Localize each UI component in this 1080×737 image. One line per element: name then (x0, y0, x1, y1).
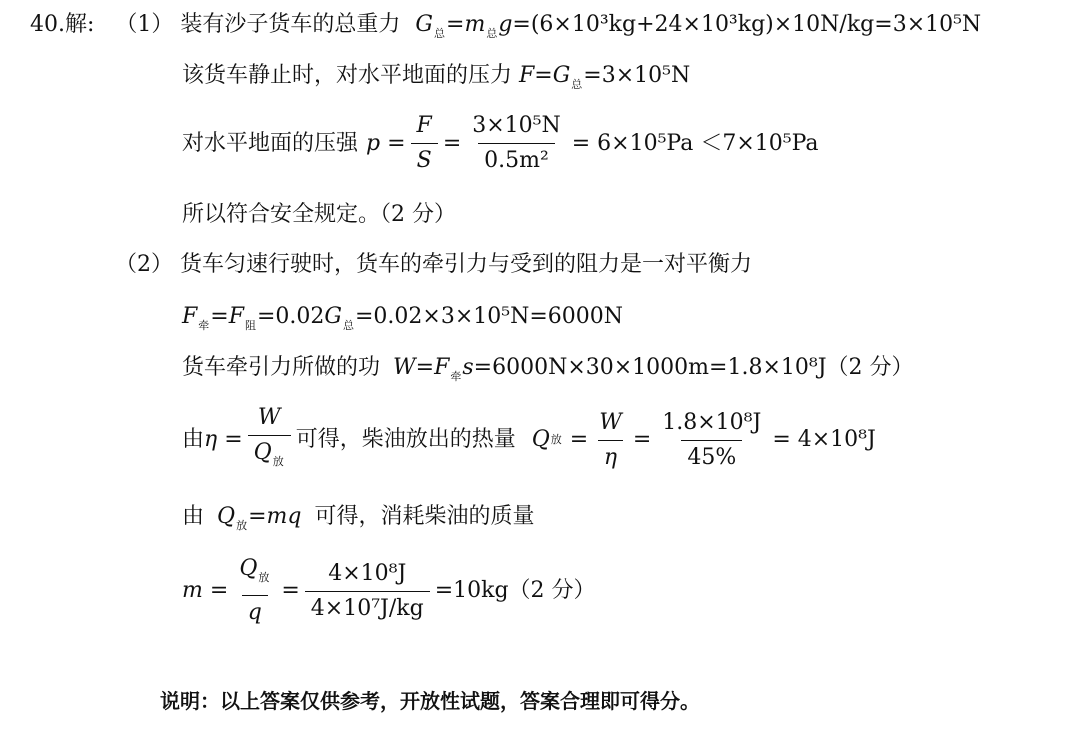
fraction-pressure-value: $\frac{\text{3×10⁵N}}{\text{0.5m²}}$ (472, 113, 561, 173)
eta-symbol: η (204, 427, 218, 452)
traction-formula: $F_牵=F_阻=0.02G_总$ (182, 304, 354, 332)
solution-line-8: 由 η = $\frac{W}{Q_放}$ 可得，柴油放出的热量 Q 放 = $\frac{W}{\eta}$ = $\frac{\text{1.8×10⁸J}}{45\%}$ = 4×10⁸J (182, 404, 876, 476)
solution-line-4 (182, 200, 456, 230)
part2-line3-equation: =6000N×30×1000m=1.8×10⁸J（2 分） (473, 355, 914, 380)
work-formula: $W=F_牵s$ (393, 355, 474, 383)
part2-line2-equation: =0.02×3×10⁵N=6000N (354, 304, 623, 329)
heat-mass-formula: $Q_放=mq$ (217, 504, 302, 532)
part1-line2-equation: =3×10⁵N (583, 63, 691, 88)
part1-line2-text: 该货车静止时，对水平地面的压力 (182, 63, 513, 88)
part2-line6-result: =10kg（2 分） (434, 578, 596, 603)
solution-line-10: m = $\frac{Q_放}{q}$ = $\frac{\text{4×10⁸J}}{\text{4×10⁷J/kg}}$ =10kg（2 分） (182, 556, 596, 625)
fraction-w-over-eta: $\frac{W}{\eta}$ (599, 409, 622, 470)
part2-line4-pre: 由 (182, 427, 205, 452)
part1-line1-equation: =(6×10³kg+24×10³kg)×10N/kg=3×10⁵N (512, 12, 982, 37)
solution-line-1 (30, 10, 981, 49)
fraction-w-over-q: $\frac{W}{Q_放}$ (248, 404, 291, 476)
part1-line3-text: 对水平地面的压强 (182, 130, 359, 156)
solution-line-9 (182, 502, 534, 541)
solution-line-5 (115, 250, 752, 280)
part2-line4-result: = 4×10⁸J (772, 427, 876, 452)
solution-line-3: 对水平地面的压强 p = $\frac{F}{S}$ = $\frac{\text{3×10⁵N}}{\text{0.5m²}}$ = 6×10⁵Pa ＜7×10⁵Pa (182, 113, 819, 173)
pressure-force-formula: $F=G_总$ (519, 63, 583, 91)
heat-symbol: Q (531, 427, 550, 452)
part2-line5-text: 可得，消耗柴油的质量 (314, 504, 535, 529)
fraction-heat-value: $\frac{\text{1.8×10⁸J}}{45\%}$ (662, 409, 762, 470)
solution-line-6 (182, 302, 623, 341)
part2-line5-pre: 由 (182, 504, 205, 529)
pressure-symbol: p (366, 130, 381, 156)
part1-line4-text: 所以符合安全规定。（2 分） (182, 202, 456, 227)
solution-line-2 (182, 61, 690, 100)
solution-line-7 (182, 353, 914, 392)
fraction-q-over-q: $\frac{Q_放}{q}$ (239, 556, 270, 625)
part1-label: （1） (115, 12, 174, 37)
fraction-mass-value: $\frac{\text{4×10⁸J}}{\text{4×10⁷J/kg}}$ (305, 560, 430, 623)
part2-line1-text: 货车匀速行驶时，货车的牵引力与受到的阻力是一对平衡力 (180, 252, 753, 277)
part2-line3-text: 货车牵引力所做的功 (182, 355, 381, 380)
part2-label: （2） (115, 252, 173, 277)
part1-line3-result: = 6×10⁵Pa ＜7×10⁵Pa (571, 130, 819, 156)
part1-line1-text: 装有沙子货车的总重力 (180, 12, 401, 37)
mass-symbol: m (182, 578, 203, 603)
question-number: 40.解: (30, 12, 95, 37)
answer-note: 说明：以上答案仅供参考，开放性试题，答案合理即可得分。 (160, 689, 700, 713)
fraction-f-over-s: $\frac{F}{S}$ (411, 112, 438, 175)
part2-line4-mid: 可得，柴油放出的热量 (295, 427, 516, 452)
total-gravity-formula: $G_总=m_总g$ (415, 12, 513, 40)
